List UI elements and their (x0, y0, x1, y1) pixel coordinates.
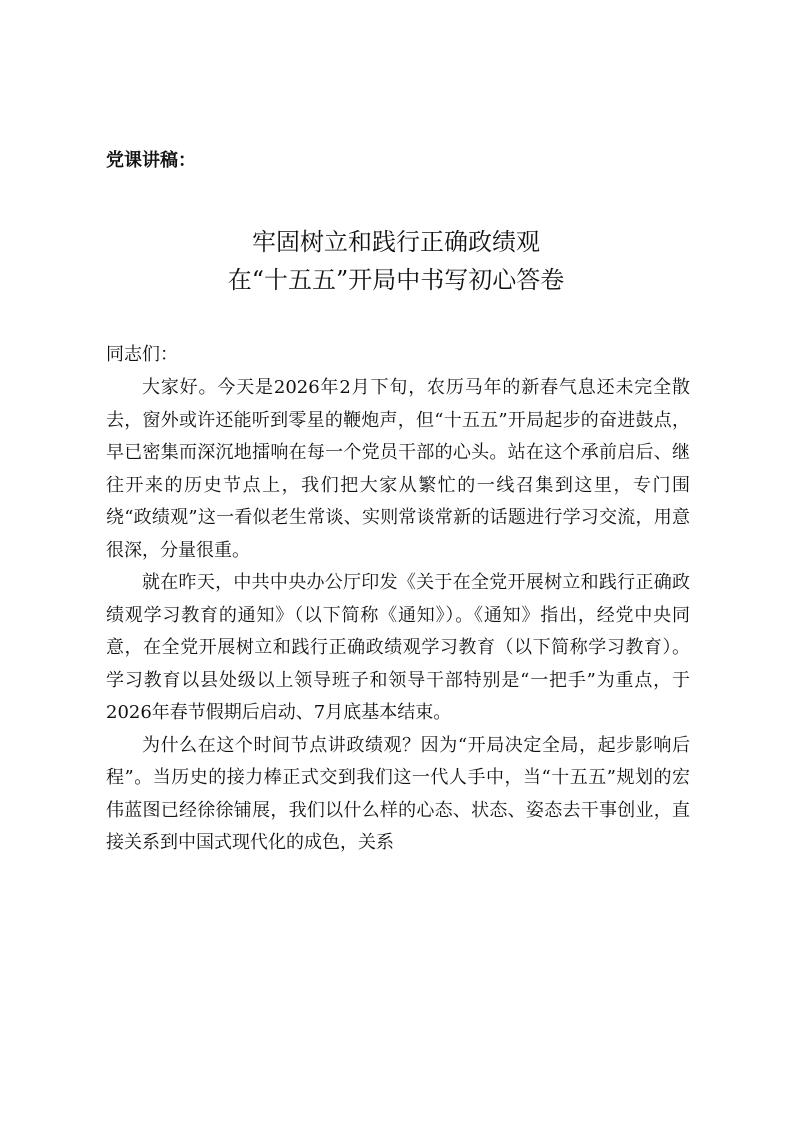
document-label: 党课讲稿： (106, 150, 196, 171)
body-text (106, 372, 690, 860)
paragraph: 就在昨天，中共中央办公厅印发《关于在全党开展树立和践行正确政绩观学习教育的通知》（以下简称《通知》）。《通知》指出，经党中央同意，在全党开展树立和践行正确政绩观学习教育（以下简称学习教育）。学习教育以县处级以上领导班子和领导干部特别是“一把手”为重点，于2026年春节假期后启动、7月底基本结束。 (106, 572, 690, 723)
document-title-line-1: 牢固树立和践行正确政绩观 (252, 228, 540, 256)
greeting: 同志们： (106, 344, 178, 365)
paragraph: 为什么在这个时间节点讲政绩观？因为“开局决定全局，起步影响后程”。当历史的接力棒正式交到我们这一代人手中，当“十五五”规划的宏伟蓝图已经徐徐铺展，我们以什么样的心态、状态、姿态去干事创业，直接关系到中国式现代化的成色，关系 (106, 734, 690, 853)
paragraph: 大家好。今天是2026年2月下旬，农历马年的新春气息还未完全散去，窗外或许还能听到零星的鞭炮声，但“十五五”开局起步的奋进鼓点，早已密集而深沉地擂响在每一个党员干部的心头。站在这个承前启后、继往开来的历史节点上，我们把大家从繁忙的一线召集到这里，专门围绕“政绩观”这一看似老生常谈、实则常谈常新的话题进行学习交流，用意很深，分量很重。 (106, 377, 690, 561)
document-title-line-2: 在“十五五”开局中书写初心答卷 (227, 266, 565, 294)
